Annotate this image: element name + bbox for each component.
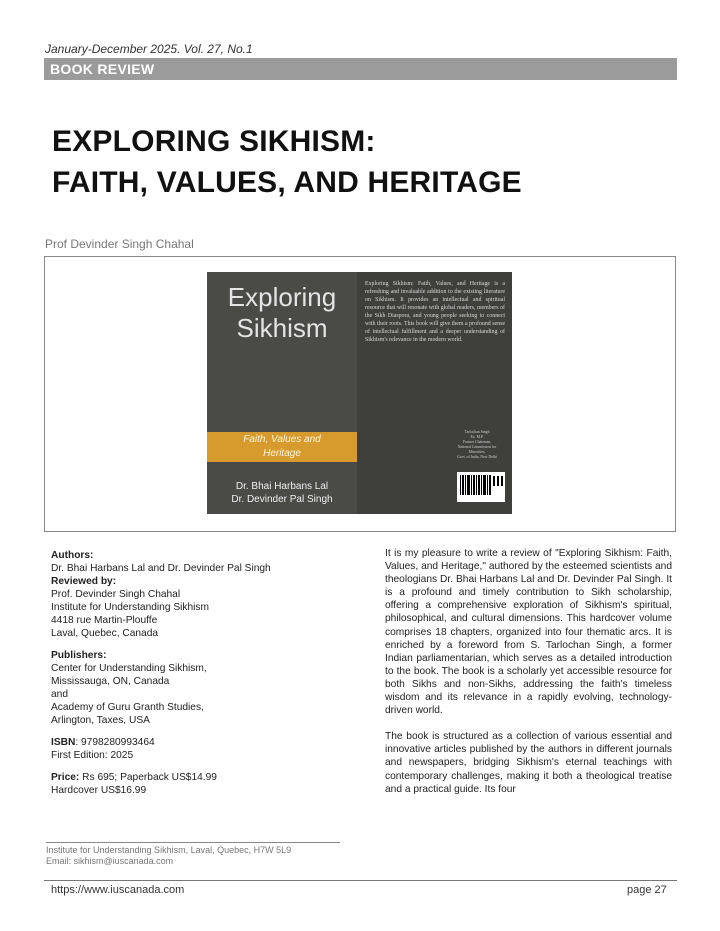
sign-line: Govt. of India, New Delhi [457,455,497,459]
authors-value: Dr. Bhai Harbans Lal and Dr. Devinder Pal Singh [51,563,271,574]
section-banner [44,58,677,80]
byline: Prof Devinder Singh Chahal [45,237,194,251]
cover-title-line-1: Exploring [227,282,337,312]
sign-line: Former Chairman, [462,440,492,444]
publisher-line: and [51,689,68,700]
sign-line: Minorities, [468,450,486,454]
footer-website-link[interactable]: https://www.iuscanada.com [51,884,185,896]
price-line [51,771,341,784]
price-label: Price: [51,772,80,783]
publisher-line: Mississauga, ON, Canada [51,676,170,687]
article-title [52,121,522,203]
cover-author-2: Dr. Devinder Pal Singh [231,494,333,505]
qr-code-icon [493,476,503,486]
issue-info: January-December 2025. Vol. 27, No.1 [45,42,253,56]
price-value: Rs 695; Paperback US$14.99 [79,772,217,783]
cover-subtitle-line-2: Heritage [263,448,301,459]
footer-divider [44,880,677,881]
reviewer-line: 4418 rue Martin-Plouffe [51,615,158,626]
title-line-1: EXPLORING SIKHISM: [52,125,376,158]
cover-title [207,282,357,344]
reviewer-line: Prof. Devinder Singh Chahal [51,589,181,600]
edition: First Edition: 2025 [51,750,134,761]
cover-authors [207,480,357,506]
cover-author-1: Dr. Bhai Harbans Lal [235,481,329,492]
paragraph: It is my pleasure to write a review of "Exploring Sikhism: Faith, Values, and Heritage," authored by the esteemed scientists and theologians Dr. Bhai Harbans Lal and Dr. Devinder Pal Singh. It is a profound and timely contribution to Sikh scholarship, offering a comprehensive exploration of Sikhism's spiritual, philosophical, and cultural dimensions. This hardcover volume comprises 18 chapters, organized into four thematic arcs. It is enriched by a foreword from S. Tarlochan Singh, a former Indian parliamentarian, which serves as a detailed introduction to the book. The book is a scholarly yet accessible resource for both Sikhs and non-Sikhs, addressing the faith's timeless wisdom and its relevance in a rapidly evolving, technology-driven world. [385,548,672,717]
publisher-line: Center for Understanding Sikhism, [51,663,207,674]
back-cover-blurb: Exploring Sikhism: Faith, Values, and Heritage is a refreshing and invaluable addition to the existing literature on Sikhism. It provides an intellectual and spiritual resource that will resonate with global readers, members of the Sikh Diaspora, and young people seeking to connect with their roots. This book will give them a profound sense of intellectual fulfillment and a deeper understanding of Sikhism's relevance in the modern world. [365,281,505,343]
title-line-2: FAITH, VALUES, AND HERITAGE [52,166,522,199]
barcode-icon [457,472,505,502]
cover-title-line-2: Sikhism [236,313,328,343]
isbn-line [51,736,341,749]
reviewer-line: Institute for Understanding Sikhism [51,602,209,613]
institute-footnote [46,845,291,867]
cover-subtitle-band [207,432,357,462]
book-details [51,549,341,797]
authors-label: Authors: [51,550,94,561]
back-cover-signature [447,430,507,460]
institute-email: Email: sikhism@iuscanada.com [46,856,174,866]
publishers-label: Publishers: [51,650,107,661]
publisher-line: Academy of Guru Granth Studies, [51,702,204,713]
paragraph: The book is structured as a collection of various essential and innovative articles published by the authors in different journals and newspapers, bridging Sikhism's eternal teachings with contemporary challenges, making it both a theological treatise and a practical guide. Its four [385,731,672,795]
book-back-cover [357,272,512,514]
section-label: BOOK REVIEW [50,61,155,77]
isbn-label: ISBN [51,737,76,748]
hardcover-price: Hardcover US$16.99 [51,785,147,796]
sign-line: Ex. M.P. [470,435,484,439]
cover-subtitle-line-1: Faith, Values and [243,434,321,445]
book-front-cover [207,272,357,514]
sign-line: National Commission for [457,445,497,449]
reviewed-label: Reviewed by: [51,576,117,587]
page-number: page 27 [627,884,667,896]
cover-subtitle [207,433,357,461]
review-body [385,547,672,796]
book-cover-image [207,272,512,514]
isbn-value: : 9798280993464 [75,737,155,748]
divider [46,842,340,843]
sign-line: Tarlochan Singh [464,430,490,434]
reviewer-line: Laval, Quebec, Canada [51,628,159,639]
publisher-line: Arlington, Taxes, USA [51,715,150,726]
institute-address: Institute for Understanding Sikhism, Laval, Quebec, H7W 5L9 [46,845,292,855]
